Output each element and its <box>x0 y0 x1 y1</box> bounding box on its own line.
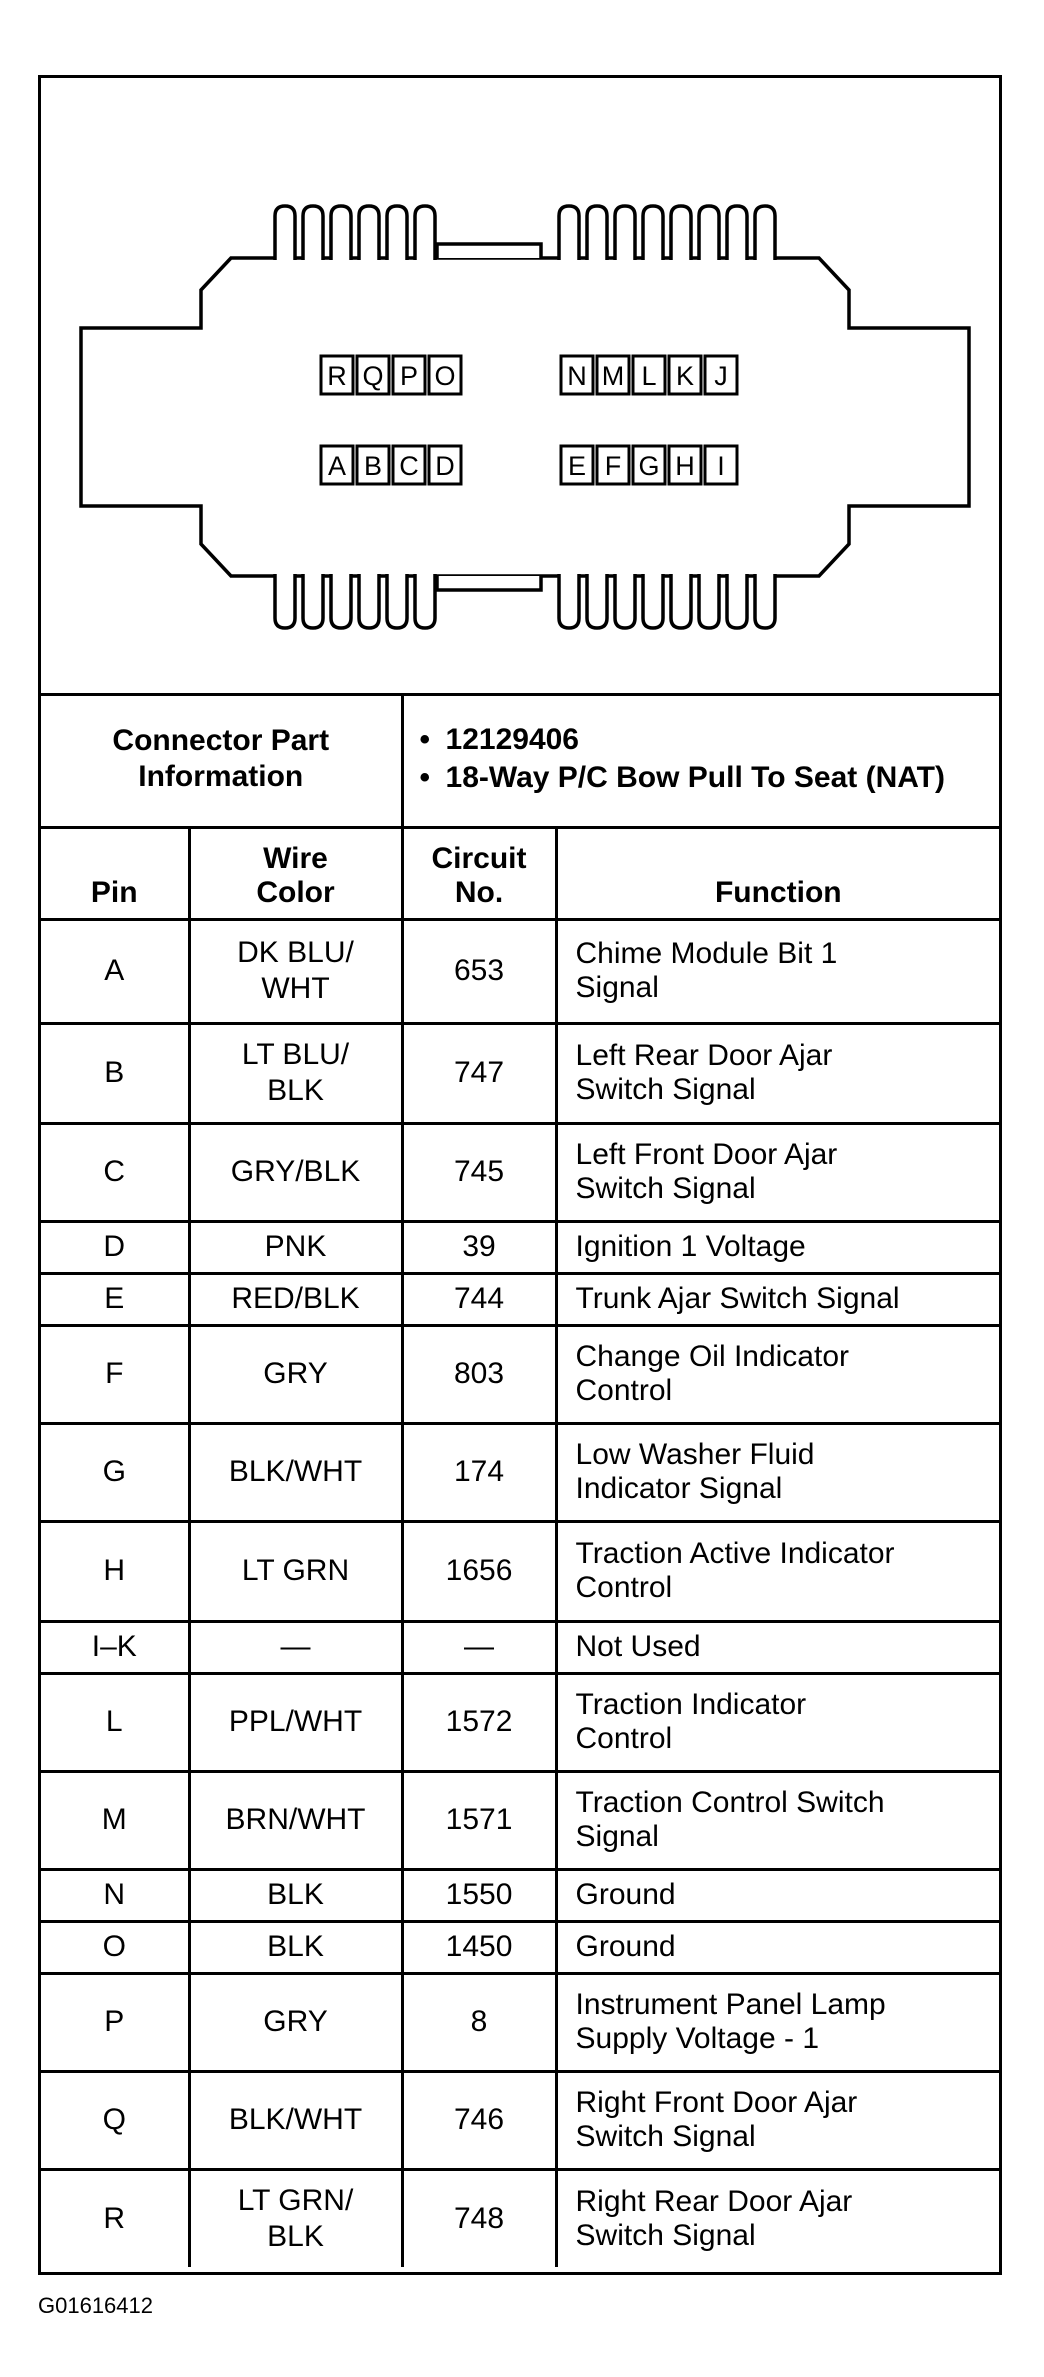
latch-finger-top <box>303 206 323 260</box>
pin-id: R <box>41 2169 189 2267</box>
circuit-number: 174 <box>402 1423 556 1521</box>
circuit-number: 1450 <box>402 1921 556 1973</box>
pin-row <box>41 919 999 1023</box>
latch-finger-bottom <box>643 574 663 628</box>
pin-id: I–K <box>41 1621 189 1673</box>
pin-function <box>556 1273 999 1325</box>
pin-cavity-o <box>429 356 461 394</box>
circuit-number: 1656 <box>402 1521 556 1621</box>
pin-function-line1: Right Front Door Ajar <box>575 2086 858 2119</box>
svg-text:G: G <box>638 451 660 481</box>
circuit-number: 39 <box>402 1221 556 1273</box>
wire-color-line1: LT BLU/ <box>241 1038 350 1071</box>
wire-color <box>189 1673 402 1771</box>
pin-table <box>41 693 999 2267</box>
connector-housing-outline <box>81 258 969 576</box>
pin-function <box>556 2071 999 2169</box>
pin-function-line2: Signal <box>575 1820 659 1853</box>
latch-finger-bottom <box>303 574 323 628</box>
wire-color-line2: BLK <box>267 1074 324 1107</box>
svg-text:Q: Q <box>362 361 384 391</box>
pin-cavity-l <box>633 356 665 394</box>
wire-color-line1: DK BLU/ <box>237 936 354 969</box>
svg-text:H: H <box>675 451 695 481</box>
wire-color-line1: PPL/WHT <box>228 1705 363 1738</box>
latch-finger-bottom <box>359 574 379 628</box>
pin-id: H <box>41 1521 189 1621</box>
svg-text:I: I <box>717 451 725 481</box>
wire-color-line1: RED/BLK <box>231 1282 360 1315</box>
pin-row <box>41 1023 999 1123</box>
connector-info-label-line2: Information <box>138 760 304 794</box>
pin-function <box>556 2169 999 2267</box>
wire-color-line1: GRY/BLK <box>230 1155 361 1188</box>
wire-color-line1: BLK/WHT <box>228 1455 363 1488</box>
wire-color <box>189 1921 402 1973</box>
svg-text:B: B <box>363 451 383 481</box>
wire-color-line1: BLK <box>267 1878 324 1911</box>
pin-id: M <box>41 1771 189 1869</box>
svg-text:R: R <box>327 361 347 391</box>
pin-function <box>556 1023 999 1123</box>
pin-row <box>41 1123 999 1221</box>
col-header-pin: Pin <box>41 827 189 919</box>
circuit-number: 653 <box>402 919 556 1023</box>
connector-diagram <box>41 78 999 696</box>
pin-cavity-k <box>669 356 701 394</box>
circuit-number: 745 <box>402 1123 556 1221</box>
pin-function-line1: Ground <box>575 1878 676 1911</box>
pin-row <box>41 1921 999 1973</box>
wire-color <box>189 1221 402 1273</box>
pin-id: D <box>41 1221 189 1273</box>
latch-finger-top <box>359 206 379 260</box>
pin-id: C <box>41 1123 189 1221</box>
pin-id: E <box>41 1273 189 1325</box>
pin-id: Q <box>41 2071 189 2169</box>
svg-text:J: J <box>714 361 728 391</box>
latch-finger-top <box>559 206 579 260</box>
circuit-number: 803 <box>402 1325 556 1423</box>
wire-color <box>189 1423 402 1521</box>
wire-color-line1: GRY <box>263 1357 328 1390</box>
latch-finger-top <box>755 206 775 260</box>
latch-finger-bottom <box>587 574 607 628</box>
pin-id: L <box>41 1673 189 1771</box>
wire-color <box>189 1273 402 1325</box>
connector-info-row <box>41 693 999 827</box>
pin-row <box>41 1673 999 1771</box>
circuit-number: 746 <box>402 2071 556 2169</box>
circuit-number: 1572 <box>402 1673 556 1771</box>
pin-function <box>556 1325 999 1423</box>
pin-function-line1: Change Oil Indicator <box>575 1340 850 1373</box>
pin-function <box>556 1521 999 1621</box>
latch-finger-top <box>727 206 747 260</box>
latch-finger-top <box>415 206 435 260</box>
wire-color <box>189 1771 402 1869</box>
pin-function <box>556 1921 999 1973</box>
pin-cavity-a <box>321 446 353 484</box>
svg-text:M: M <box>601 361 625 391</box>
pin-function-line1: Left Rear Door Ajar <box>575 1039 833 1072</box>
latch-finger-top <box>331 206 351 260</box>
svg-text:F: F <box>604 451 622 481</box>
pin-row <box>41 1973 999 2071</box>
wire-color-line1: LT GRN/ <box>237 2183 354 2217</box>
pin-cavity-q <box>357 356 389 394</box>
latch-finger-bottom <box>671 574 691 628</box>
pin-cavities <box>321 356 737 484</box>
latch-finger-top <box>643 206 663 260</box>
pin-function-line1: Not Used <box>575 1630 701 1663</box>
pin-row <box>41 2169 999 2267</box>
pin-row <box>41 1325 999 1423</box>
pin-cavity-m <box>597 356 629 394</box>
latch-finger-bottom <box>331 574 351 628</box>
wire-color <box>189 1023 402 1123</box>
pin-cavity-r <box>321 356 353 394</box>
pin-id: O <box>41 1921 189 1973</box>
pin-id: P <box>41 1973 189 2071</box>
wire-color-line1: — <box>280 1630 311 1663</box>
pin-cavity-d <box>429 446 461 484</box>
latch-finger-top <box>699 206 719 260</box>
pin-id: B <box>41 1023 189 1123</box>
svg-text:L: L <box>641 361 657 391</box>
wire-color-line1: PNK <box>264 1230 327 1263</box>
latch-finger-bottom <box>387 574 407 628</box>
pin-function <box>556 1673 999 1771</box>
wire-color-line1: BLK <box>267 1930 324 1963</box>
svg-text:P: P <box>399 361 419 391</box>
circuit-number: 8 <box>402 1973 556 2071</box>
circuit-number: 747 <box>402 1023 556 1123</box>
pin-row <box>41 1273 999 1325</box>
pin-function-line1: Right Rear Door Ajar <box>575 2184 853 2218</box>
wire-color <box>189 1973 402 2071</box>
pin-function-line1: Ground <box>575 1930 676 1963</box>
circuit-number: 1571 <box>402 1771 556 1869</box>
pin-function-line1: Traction Active Indicator <box>575 1537 895 1570</box>
pin-function-line2: Switch Signal <box>575 1073 756 1106</box>
pin-function-line1: Ignition 1 Voltage <box>575 1230 806 1263</box>
pin-row <box>41 1621 999 1673</box>
pin-function <box>556 1869 999 1921</box>
connector-part-number: • 12129406 <box>412 723 988 757</box>
wire-color <box>189 919 402 1023</box>
col-header-circuit: Circuit No. <box>402 827 556 919</box>
connector-description: • 18-Way P/C Bow Pull To Seat (NAT) <box>412 761 988 795</box>
pin-function-line2: Control <box>575 1722 673 1755</box>
circuit-number: — <box>402 1621 556 1673</box>
pin-function <box>556 1973 999 2071</box>
pin-function-line2: Switch Signal <box>575 2218 756 2252</box>
svg-text:D: D <box>435 451 455 481</box>
figure-id: G01616412 <box>38 2293 153 2318</box>
wire-color <box>189 1521 402 1621</box>
pin-cavity-f <box>597 446 629 484</box>
pin-function <box>556 919 999 1023</box>
latch-finger-top <box>387 206 407 260</box>
pin-row <box>41 1423 999 1521</box>
pin-function-line2: Indicator Signal <box>575 1472 783 1505</box>
pin-cavity-j <box>705 356 737 394</box>
pin-cavity-g <box>633 446 665 484</box>
pin-function-line2: Control <box>575 1374 673 1407</box>
pin-row <box>41 1771 999 1869</box>
wire-color-line1: BLK/WHT <box>228 2103 363 2136</box>
pin-function-line1: Traction Control Switch <box>575 1786 885 1819</box>
connector-info-list <box>402 693 999 827</box>
col-header-wire-color: Wire Color <box>189 827 402 919</box>
connector-sheet <box>38 75 1002 2275</box>
svg-text:C: C <box>399 451 419 481</box>
pin-function-line2: Control <box>575 1571 673 1604</box>
pin-function-line1: Trunk Ajar Switch Signal <box>575 1282 900 1315</box>
pin-function <box>556 1123 999 1221</box>
col-header-function: Function <box>556 827 999 919</box>
pin-cavity-e <box>561 446 593 484</box>
pin-function-line1: Instrument Panel Lamp <box>575 1988 886 2021</box>
wire-color <box>189 1123 402 1221</box>
latch-finger-bottom <box>727 574 747 628</box>
connector-face-svg <box>41 78 999 693</box>
pin-function-line1: Low Washer Fluid <box>575 1438 815 1471</box>
svg-text:N: N <box>567 361 587 391</box>
pin-function <box>556 1221 999 1273</box>
pin-function <box>556 1423 999 1521</box>
bottom-center-notch <box>437 576 541 590</box>
latch-finger-bottom <box>559 574 579 628</box>
wire-color <box>189 2169 402 2267</box>
pin-cavity-h <box>669 446 701 484</box>
pin-cavity-b <box>357 446 389 484</box>
pin-row <box>41 1521 999 1621</box>
column-header-row <box>41 827 999 919</box>
wire-color <box>189 1325 402 1423</box>
latch-finger-bottom <box>275 574 295 628</box>
latch-finger-top <box>671 206 691 260</box>
pin-cavity-p <box>393 356 425 394</box>
pin-function-line2: Signal <box>575 971 659 1004</box>
circuit-number: 1550 <box>402 1869 556 1921</box>
pin-cavity-c <box>393 446 425 484</box>
svg-text:K: K <box>675 361 695 391</box>
latch-finger-bottom <box>615 574 635 628</box>
latch-finger-top <box>275 206 295 260</box>
latch-finger-bottom <box>699 574 719 628</box>
svg-text:O: O <box>434 361 456 391</box>
pin-function-line1: Left Front Door Ajar <box>575 1138 838 1171</box>
latch-finger-bottom <box>755 574 775 628</box>
pin-function-line2: Switch Signal <box>575 2120 756 2153</box>
latch-finger-top <box>587 206 607 260</box>
pin-cavity-i <box>705 446 737 484</box>
connector-info-label <box>41 693 402 827</box>
pin-id: N <box>41 1869 189 1921</box>
wire-color-line1: GRY <box>263 2005 328 2038</box>
wire-color-line2: WHT <box>261 972 330 1005</box>
wire-color <box>189 1621 402 1673</box>
wire-color-line1: BRN/WHT <box>225 1803 366 1836</box>
top-center-notch <box>437 244 541 258</box>
pin-function <box>556 1621 999 1673</box>
pin-id: G <box>41 1423 189 1521</box>
pin-function <box>556 1771 999 1869</box>
wire-color-line2: BLK <box>267 2219 324 2253</box>
circuit-number: 744 <box>402 1273 556 1325</box>
latch-finger-top <box>615 206 635 260</box>
pin-id: F <box>41 1325 189 1423</box>
pin-row <box>41 1869 999 1921</box>
svg-text:E: E <box>567 451 587 481</box>
pin-row <box>41 1221 999 1273</box>
pin-row <box>41 2071 999 2169</box>
pin-function-line1: Traction Indicator <box>575 1688 807 1721</box>
pin-function-line2: Supply Voltage - 1 <box>575 2022 820 2055</box>
wire-color <box>189 1869 402 1921</box>
pin-function-line1: Chime Module Bit 1 <box>575 937 838 970</box>
pin-id: A <box>41 919 189 1023</box>
wire-color-line1: LT GRN <box>241 1554 350 1587</box>
circuit-number: 748 <box>402 2169 556 2267</box>
pin-cavity-n <box>561 356 593 394</box>
connector-info-label-line1: Connector Part <box>112 724 330 758</box>
pin-function-line2: Switch Signal <box>575 1172 756 1205</box>
svg-text:A: A <box>327 451 347 481</box>
wire-color <box>189 2071 402 2169</box>
latch-finger-bottom <box>415 574 435 628</box>
